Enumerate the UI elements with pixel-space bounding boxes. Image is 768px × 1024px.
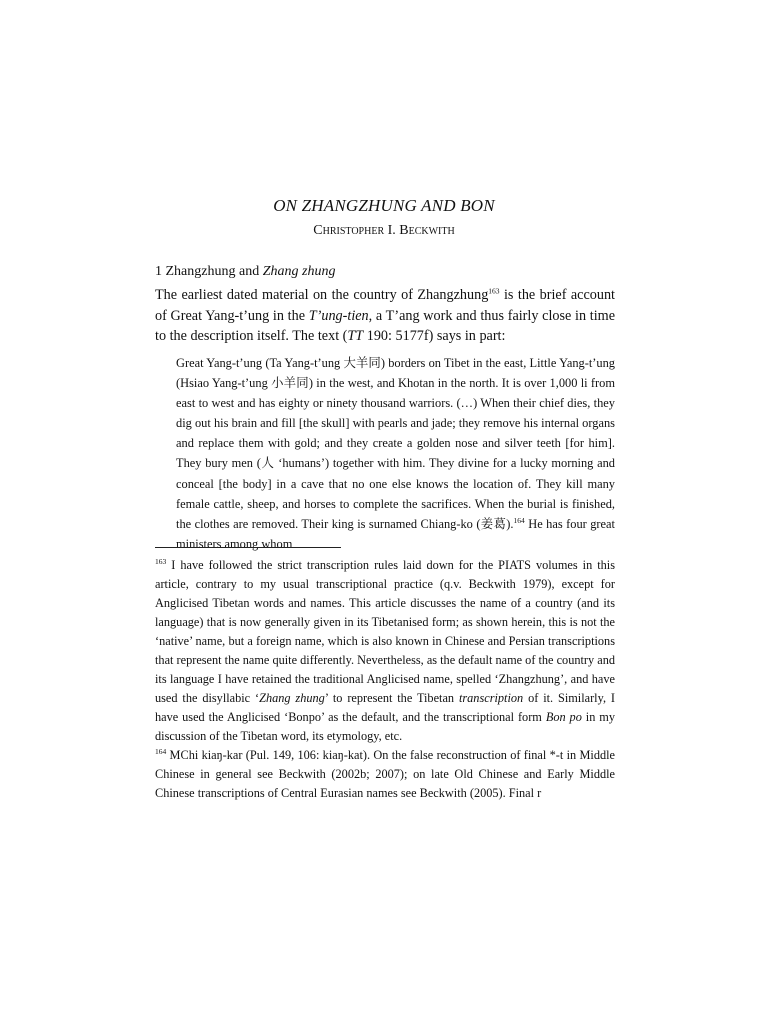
footnote-text: MChi kiaŋ-kar (Pul. 149, 106: kiaŋ-kat). On the false reconstruction of final *-t in Middle Chinese in general see Beckwith (2002b; 2007); on late Old Chinese and Early Middle Chinese transcriptions of Central Eurasian names see Beckwith (2005). Final r [155, 748, 615, 800]
quote-text-2: He has four great ministers among whom [176, 516, 616, 551]
footnote-italic: Zhang zhung [259, 691, 325, 705]
body-paragraph [155, 285, 615, 347]
footnote-164 [155, 746, 615, 803]
quote-text-1: Great Yang-t’ung (Ta Yang-t’ung 大羊同) borders on Tibet in the east, Little Yang-t’ung (Hsiao Yang-t’ung 小羊同) in the west, and Khotan in the north. It is over 1,000 li from east to west and has eighty or ninety thousand warriors. (…) When their chief dies, they dig out his brain and fill [the skull] with pearls and jade; they remove his internal organs and replace them with gold; and they create a golden nose and silver teeth [for him]. They bury men (人 ‘humans’) together with him. They divine for a lucky morning and conceal [the body] in a cave that no one else knows the location of. They kill many female cattle, sheep, and horses to complete the sacrifices. When the burial is finished, the clothes are removed. Their king is surnamed Chiang-ko (姜葛). [176, 356, 615, 531]
footnote-text: ’ to represent the Tibetan [324, 691, 459, 705]
article-title: ON ZHANGZHUNG AND BON [273, 196, 495, 215]
footnote-ref-164[interactable]: 164 [513, 515, 525, 525]
footnote-ref-163[interactable]: 163 [488, 286, 500, 296]
footnote-italic: Bon po [545, 710, 582, 724]
footnote-text: of it. Similarly, I have used the Anglicised ‘Bonpo’ as the default, and the transcriptional form [155, 691, 615, 724]
footnote-number: 163 [155, 556, 167, 566]
section-title-italic: Zhang zhung [262, 264, 336, 279]
footnote-separator [155, 547, 341, 548]
abbrev-tt: TT [347, 328, 364, 344]
body-text-2: is the brief account of Great Yang-t’ung in the [155, 287, 615, 324]
footnotes [155, 556, 615, 803]
body-text-3: , a T’ang work and thus fairly close in time to the description itself. The text ( [155, 307, 615, 344]
footnote-163 [155, 556, 615, 746]
author-name: Christopher I. Beckwith [313, 223, 455, 238]
section-heading [155, 264, 335, 280]
footnote-italic: transcription [458, 691, 524, 705]
body-text-1: The earliest dated material on the country of Zhangzhung [155, 287, 489, 303]
footnote-text: in my discussion of the Tibetan word, its etymology, etc. [155, 710, 615, 743]
block-quote [176, 353, 615, 554]
footnote-number: 164 [155, 746, 167, 756]
section-number: 1 [155, 264, 162, 279]
work-title: T’ung-tien [308, 307, 369, 324]
body-text-4: 190: 5177f) says in part: [363, 328, 506, 344]
section-title-plain: Zhangzhung and [165, 264, 260, 279]
footnote-text: I have followed the strict transcription rules laid down for the PIATS volumes in this article, contrary to my usual transcriptional practice (q.v. Beckwith 1979), except for Anglicised Tibetan words and names. This article discusses the name of a country (and its language) that is now generally given in its Tibetanised form; as shown herein, this is not the ‘native’ name, but a foreign name, which is also known in Chinese and Persian transcriptions that represent the name quite differently. Nevertheless, as the default name of the country and its language I have retained the traditional Anglicised name, spelled ‘Zhangzhung’, and have used the disyllabic ‘ [155, 558, 615, 705]
